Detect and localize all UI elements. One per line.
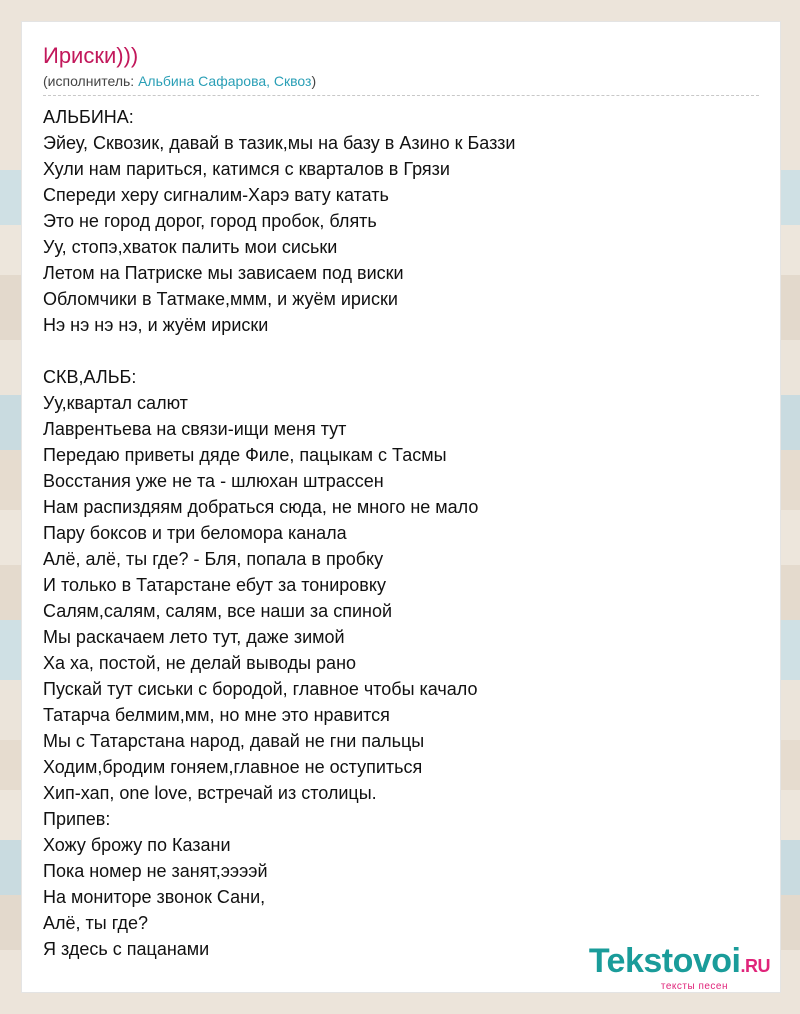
- lyric-line: Хожу брожу по Казани: [43, 835, 231, 855]
- artist-line: [43, 72, 316, 90]
- lyric-line: Обломчики в Татмаке,ммм, и жуём ириски: [43, 289, 398, 309]
- lyric-line: Ха ха, постой, не делай выводы рано: [43, 653, 357, 673]
- lyric-line: Мы с Татарстана народ, давай не гни пальцы: [43, 731, 425, 751]
- lyric-line: Ходим,бродим гоняем,главное не оступиться: [43, 757, 423, 777]
- lyric-line: Хип-хап, one love, встречай из столицы.: [43, 783, 377, 803]
- lyric-line: Татарча белмим,мм, но мне это нравится: [43, 705, 390, 725]
- artist-prefix: (исполнитель:: [43, 73, 139, 89]
- lyric-line: Пока номер не занят,ээээй: [43, 861, 268, 881]
- lyric-line: Нам распиздяям добраться сюда, не много не мало: [43, 497, 479, 517]
- lyric-line: Пускай тут сиськи с бородой, главное чтобы качало: [43, 679, 478, 699]
- lyric-line: АЛЬБИНА:: [43, 107, 134, 127]
- lyric-line: Лаврентьева на связи-ищи меня тут: [43, 419, 347, 439]
- lyric-line: Алё, ты где?: [43, 913, 148, 933]
- lyric-line: Спереди херу сигналим-Харэ вату катать: [43, 185, 389, 205]
- logo-brand-name: Tekstovoi: [588, 942, 741, 980]
- logo-tagline: тексты песен: [660, 981, 728, 992]
- lyric-line: И только в Татарстане ебут за тонировку: [43, 575, 386, 595]
- lyric-line: СКВ,АЛЬБ:: [43, 367, 137, 387]
- lyric-line: Пару боксов и три беломора канала: [43, 523, 347, 543]
- lyric-line: Летом на Патриске мы зависаем под виски: [43, 263, 404, 283]
- logo-brand: [589, 944, 770, 983]
- lyrics-card: [22, 22, 780, 992]
- lyric-line: Нэ нэ нэ нэ, и жуём ириски: [43, 315, 269, 335]
- artist-suffix: ): [311, 73, 317, 89]
- logo-tld: .RU: [740, 956, 770, 976]
- lyrics-body: [43, 104, 759, 962]
- lyric-line: Эйеу, Сквозик, давай в тазик,мы на базу в Азино к Баззи: [43, 133, 516, 153]
- lyric-line: Припев:: [43, 809, 111, 829]
- lyric-line: Уу, стопэ,хваток палить мои сиськи: [43, 237, 338, 257]
- divider: [43, 95, 759, 96]
- lyric-line: Передаю приветы дяде Филе, пацыкам с Тасмы: [43, 445, 447, 465]
- lyric-line: Алё, алё, ты где? - Бля, попала в пробку: [43, 549, 384, 569]
- lyric-line: Восстания уже не та - шлюхан штрассен: [43, 471, 384, 491]
- lyric-line: Уу,квартал салют: [43, 393, 188, 413]
- lyric-line: Это не город дорог, город пробок, блять: [43, 211, 377, 231]
- artist-link[interactable]: Альбина Сафарова, Сквоз: [138, 73, 312, 89]
- song-title: Ириски))): [43, 43, 139, 68]
- lyric-line: [43, 338, 759, 364]
- lyric-line: Мы раскачаем лето тут, даже зимой: [43, 627, 345, 647]
- lyric-line: Салям,салям, салям, все наши за спиной: [43, 601, 393, 621]
- lyric-line: Хули нам париться, катимся с кварталов в Грязи: [43, 159, 450, 179]
- lyric-line: Я здесь с пацанами: [43, 939, 210, 959]
- site-logo[interactable]: [589, 944, 770, 992]
- lyric-line: На мониторе звонок Сани,: [43, 887, 266, 907]
